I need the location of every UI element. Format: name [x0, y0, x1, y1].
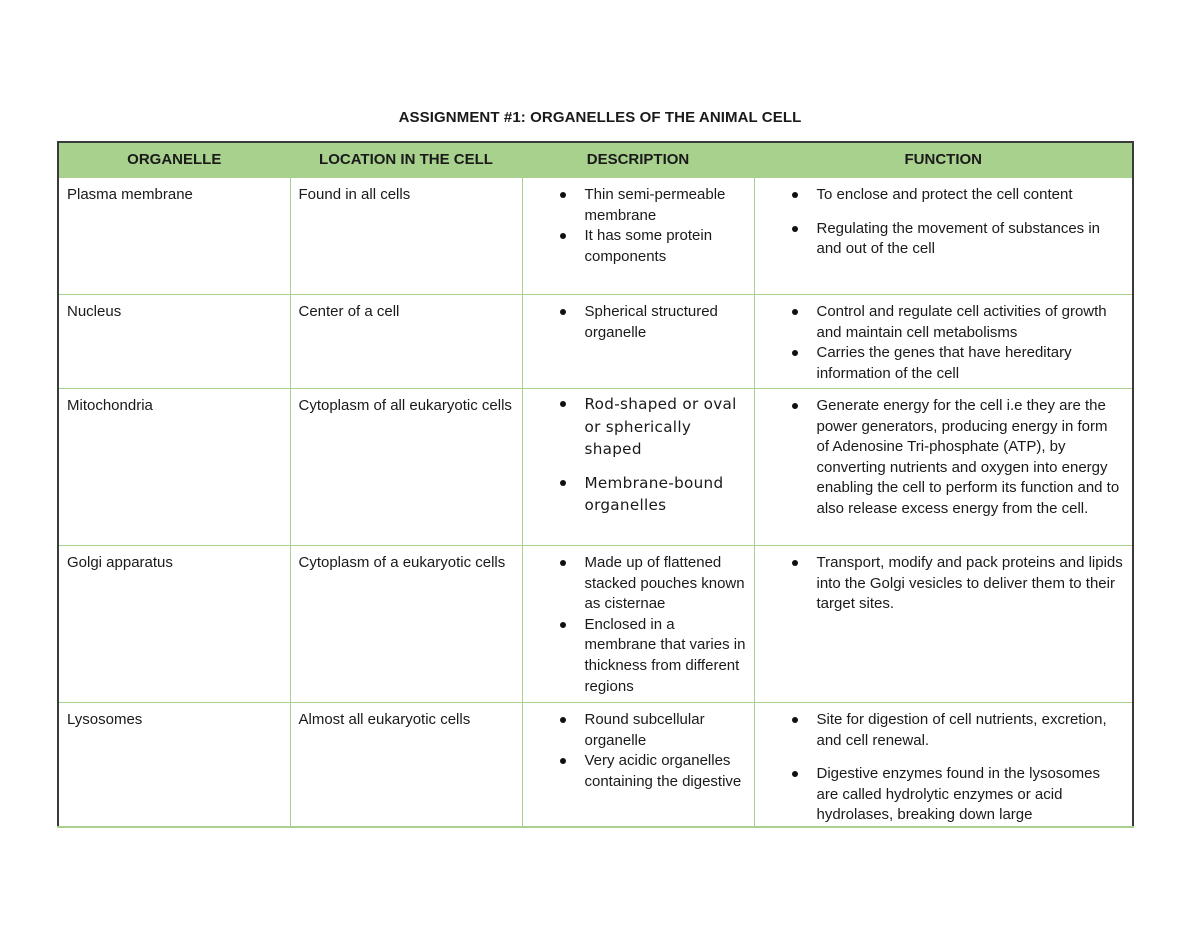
organelles-table [57, 141, 1134, 828]
table-row [58, 389, 1133, 546]
function-item: Regulating the movement of substances in and out of the cell [763, 219, 1125, 260]
location-cell: Cytoplasm of all eukaryotic cells [290, 389, 522, 546]
description-cell [522, 178, 754, 295]
description-list [531, 710, 746, 792]
description-cell [522, 389, 754, 546]
description-item: Enclosed in a membrane that varies in thickness from different regions [531, 615, 746, 697]
function-item: Control and regulate cell activities of growth and maintain cell metabolisms [763, 302, 1125, 343]
organelle-cell: Lysosomes [58, 703, 290, 827]
function-list [763, 185, 1125, 260]
table-row [58, 295, 1133, 389]
location-cell: Cytoplasm of a eukaryotic cells [290, 546, 522, 703]
description-cell [522, 703, 754, 827]
location-cell: Center of a cell [290, 295, 522, 389]
organelle-cell: Mitochondria [58, 389, 290, 546]
function-item: Carries the genes that have hereditary information of the cell [763, 343, 1125, 384]
header-organelle: ORGANELLE [58, 142, 290, 178]
document-title: ASSIGNMENT #1: ORGANELLES OF THE ANIMAL CELL [398, 109, 802, 126]
function-list [763, 710, 1125, 826]
description-item: Made up of flattened stacked pouches known as cisternae [531, 553, 746, 615]
header-function: FUNCTION [754, 142, 1133, 178]
organelle-cell: Golgi apparatus [58, 546, 290, 703]
description-item: Membrane-bound organelles [531, 472, 746, 517]
header-location: LOCATION IN THE CELL [290, 142, 522, 178]
description-cell [522, 546, 754, 703]
location-cell: Almost all eukaryotic cells [290, 703, 522, 827]
table-row [58, 178, 1133, 295]
function-cell [754, 389, 1133, 546]
description-item: Round subcellular organelle [531, 710, 746, 751]
description-list [531, 302, 746, 343]
header-description: DESCRIPTION [522, 142, 754, 178]
organelles-table-container [57, 141, 1132, 828]
description-list [531, 393, 746, 517]
table-row [58, 546, 1133, 703]
function-cell [754, 703, 1133, 827]
function-item: Transport, modify and pack proteins and lipids into the Golgi vesicles to deliver them to their target sites. [763, 553, 1125, 615]
function-cell [754, 178, 1133, 295]
function-item: Site for digestion of cell nutrients, excretion, and cell renewal. [763, 710, 1125, 751]
table-row [58, 703, 1133, 827]
description-item: It has some protein components [531, 226, 746, 267]
description-list [531, 553, 746, 697]
function-cell [754, 295, 1133, 389]
function-list [763, 553, 1125, 615]
description-list [531, 185, 746, 267]
function-item: To enclose and protect the cell content [763, 185, 1125, 206]
description-item: Thin semi-permeable membrane [531, 185, 746, 226]
function-list [763, 396, 1125, 520]
function-item: Digestive enzymes found in the lysosomes are called hydrolytic enzymes or acid hydrolases, breaking down large [763, 764, 1125, 826]
description-item: Spherical structured organelle [531, 302, 746, 343]
description-item: Very acidic organelles containing the digestive [531, 751, 746, 792]
function-cell [754, 546, 1133, 703]
organelle-cell: Plasma membrane [58, 178, 290, 295]
description-item: Rod-shaped or oval or spherically shaped [531, 393, 746, 461]
function-item: Generate energy for the cell i.e they are the power generators, producing energy in form of Adenosine Tri-phosphate (ATP), by converting nutrients and oxygen into energy enabling the cell to perform its function and to also release excess energy from the cell. [763, 396, 1125, 520]
table-header-row [58, 142, 1133, 178]
organelle-cell: Nucleus [58, 295, 290, 389]
location-cell: Found in all cells [290, 178, 522, 295]
function-list [763, 302, 1125, 384]
description-cell [522, 295, 754, 389]
